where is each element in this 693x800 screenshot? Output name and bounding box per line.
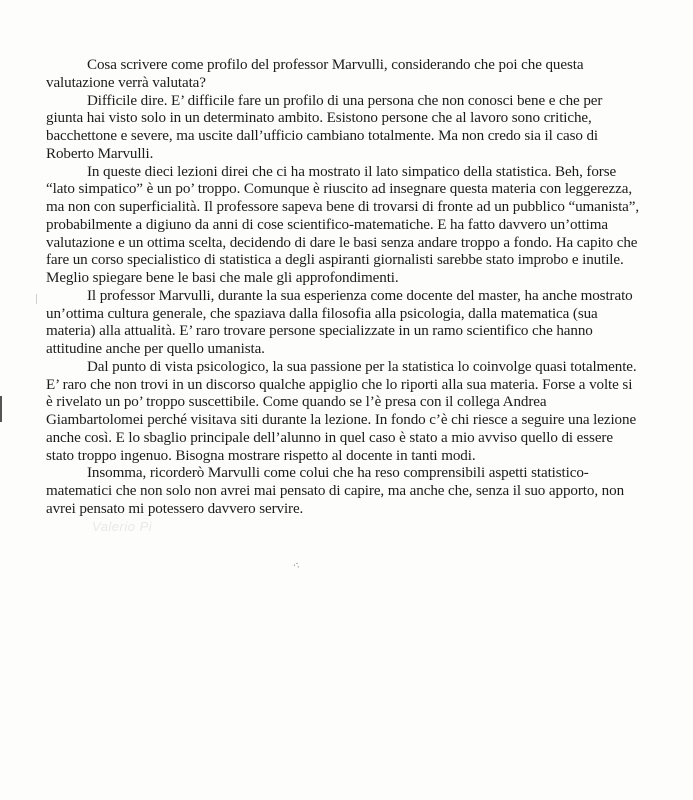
text-line: Insomma, ricorderò Marvulli come colui che ha reso comprensibili aspetti statistico-	[87, 465, 589, 482]
text-line: anche così. E lo sbaglio principale dell’alunno in quel caso è stato a mio avviso quello di essere	[46, 429, 613, 446]
text-line: matematici che non solo non avrei mai pensato di capire, ma anche che, senza il suo apporto, non	[46, 483, 625, 499]
scan-speck	[36, 294, 37, 304]
scan-dots: ·:	[291, 559, 301, 572]
text-line: giunta hai visto solo in un determinato ambito. Esistono persone che al lavoro sono critiche,	[46, 110, 592, 127]
text-line: fare un corso specialistico di statistica a degli aspiranti giornalisti sarebbe stato improbo e inutile.	[46, 252, 624, 269]
text-line: ma non con superficialità. Il professore sapeva bene di trovarsi di fronte ad un pubblico “umanista”,	[46, 199, 640, 215]
text-line: è rivelato un po’ troppo suscettibile. Come quando se l’è presa con il collega Andrea	[46, 394, 547, 411]
text-line: un’ottima cultura generale, che spaziava dalla filosofia alla psicologia, dalla matematica (sua	[46, 305, 598, 322]
text-line: Difficile dire. E’ difficile fare un profilo di una persona che non conosci bene e che per	[87, 92, 603, 109]
text-line: Meglio spiegare bene le basi che male gli approfondimenti.	[46, 270, 399, 286]
text-line: Il professor Marvulli, durante la sua esperienza come docente del master, ha anche mostrato	[87, 287, 633, 304]
text-line: valutazione e un ottima scelta, decidendo di dare le basi senza andare troppo a fondo. Ha capito che	[46, 234, 638, 251]
text-line: In queste dieci lezioni direi che ci ha mostrato il lato simpatico della statistica. Beh, forse	[87, 163, 617, 180]
text-line: E’ raro che non trovi in un discorso qualche appiglio che lo riporti alla sua materia. Forse a volte si	[46, 376, 633, 393]
document-body	[46, 57, 662, 519]
text-line: probabilmente a digiuno da anni di cose scientifico-matematiche. E ha fatto davvero un’ottima	[46, 216, 608, 233]
text-line: bacchettone e severe, ma uscite dall’ufficio cambiano totalmente. Ma non credo sia il caso di	[46, 128, 599, 144]
text-line: stato troppo ingenuo. Bisogna mostrare rispetto al docente in tanti modi.	[46, 447, 476, 464]
text-line: attitudine anche per quello umanista.	[46, 341, 265, 357]
text-line: Roberto Marvulli.	[46, 145, 154, 162]
text-line: Dal punto di vista psicologico, la sua passione per la statistica lo coinvolge quasi totalmente.	[87, 358, 637, 375]
text-line: Giambartolomei perché visitava siti durante la lezione. In fondo c’è chi riesce a seguire una lezione	[46, 412, 637, 428]
text-line: valutazione verrà valutata?	[46, 74, 206, 91]
text-line: Cosa scrivere come profilo del professor Marvulli, considerando che poi che questa	[87, 57, 584, 73]
text-line: “lato simpatico” è un po’ troppo. Comunque è riuscito ad insegnare questa materia con leggerezza,	[46, 181, 633, 198]
text-line: materia) alla attualità. E’ raro trovare persone specializzate in un ramo scientifico che hanno	[46, 323, 593, 340]
faded-signature: Valerio Pi	[92, 519, 153, 534]
text-line: avrei pensato mi potessero davvero servire.	[46, 500, 304, 517]
scan-edge-mark	[0, 396, 2, 422]
